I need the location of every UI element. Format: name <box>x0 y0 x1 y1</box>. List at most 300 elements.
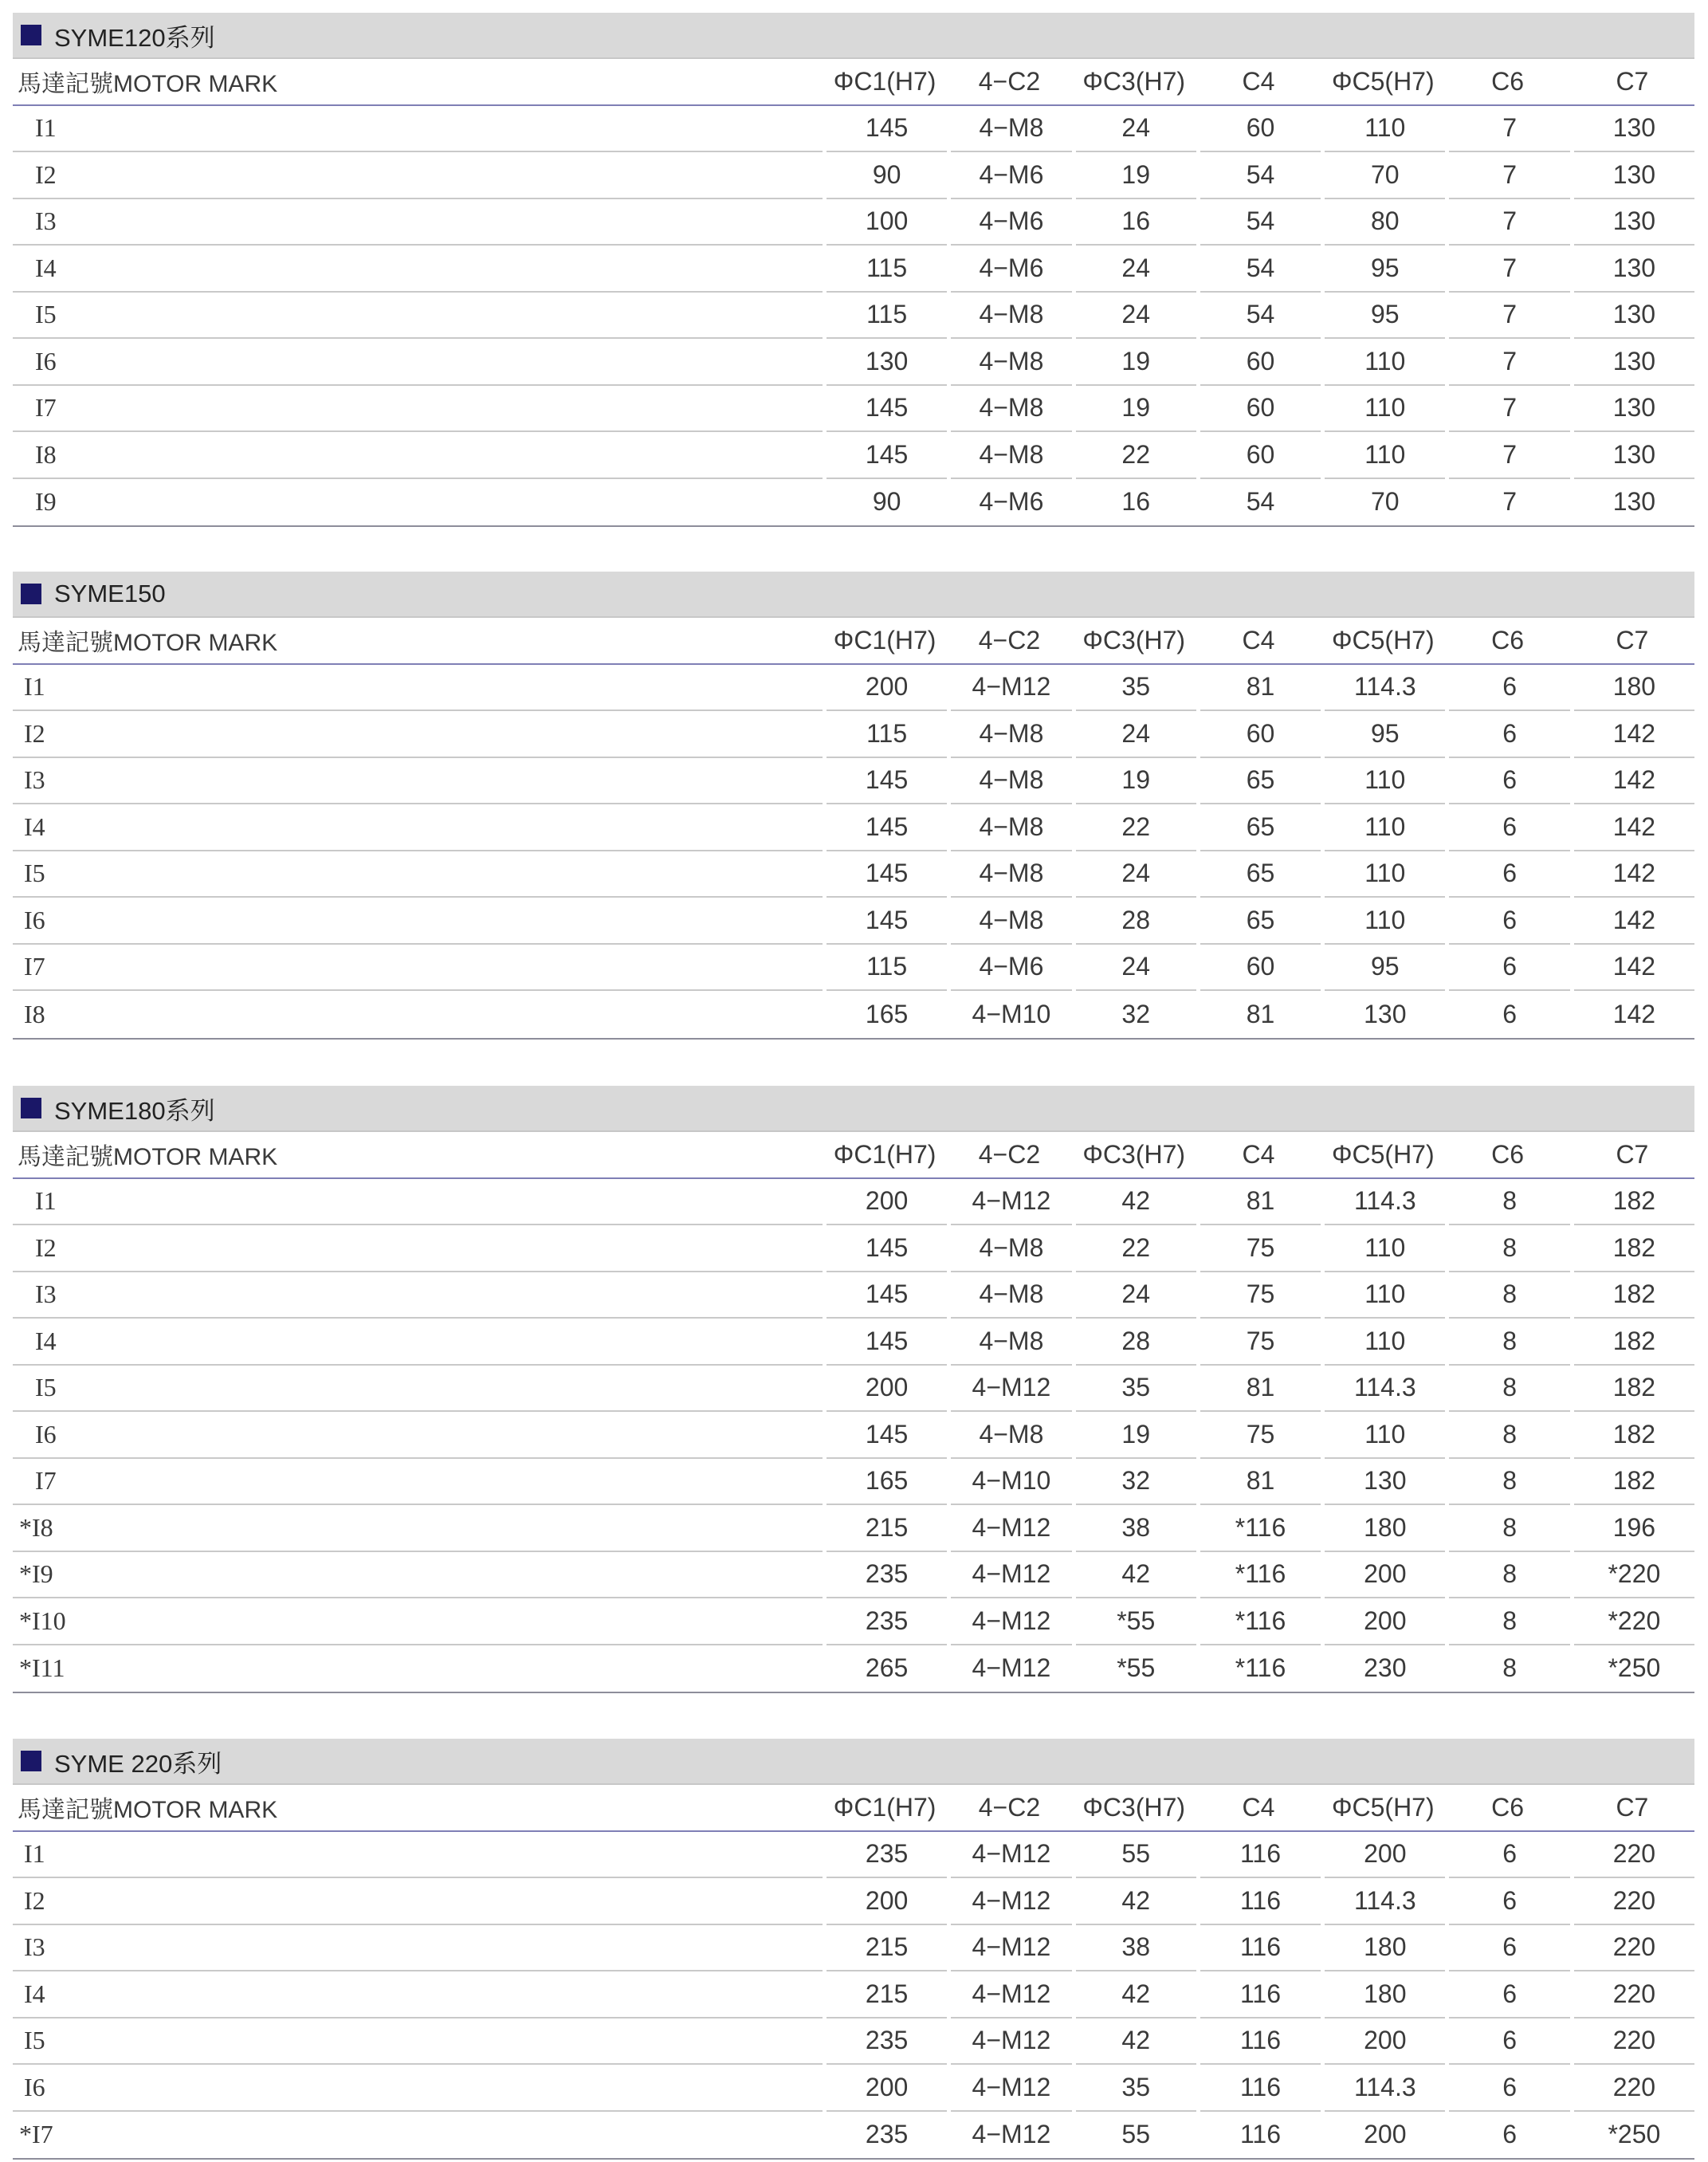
column-header: C4 <box>1242 1792 1275 1822</box>
motor-mark-cell: I5 <box>13 2019 823 2066</box>
table-row <box>13 1319 1694 1366</box>
section-title: SYME120系列 <box>54 23 215 52</box>
table-cell: *116 <box>1200 1552 1321 1599</box>
table-row <box>13 2019 1694 2066</box>
table-cell: *250 <box>1608 1653 1661 1683</box>
table-row <box>13 432 1694 479</box>
table-cell: 22 <box>1076 432 1196 479</box>
table-cell: 130 <box>1574 432 1694 479</box>
table-cell: 24 <box>1076 945 1196 992</box>
table-cell: 4−M8 <box>951 1319 1071 1366</box>
column-header: C4 <box>1242 1139 1275 1169</box>
table-cell: 4−M6 <box>979 487 1044 517</box>
table-cell: 38 <box>1076 1505 1196 1552</box>
table-cell: 4−M12 <box>951 1878 1071 1925</box>
table-cell: 215 <box>827 1925 947 1972</box>
table-cell: 60 <box>1200 432 1321 479</box>
bullet-square-icon <box>21 1098 41 1118</box>
table-cell: 7 <box>1449 386 1569 433</box>
table-cell: 6 <box>1449 1925 1569 1972</box>
table-cell: 4−M8 <box>951 106 1071 153</box>
column-header: ΦC3(H7) <box>1082 625 1186 654</box>
table-cell: 4−M8 <box>951 386 1071 433</box>
table-cell: *55 <box>1076 1598 1196 1645</box>
table-cell: 182 <box>1574 1459 1694 1506</box>
table-cell: 4−M6 <box>951 152 1071 199</box>
table-cell: 8 <box>1449 1225 1569 1272</box>
table-cell: 130 <box>1574 106 1694 153</box>
column-header: ΦC5(H7) <box>1331 66 1435 96</box>
motor-mark-cell: *I7 <box>19 2120 53 2149</box>
table-cell: 6 <box>1449 851 1569 898</box>
table-cell: 145 <box>827 1412 947 1459</box>
table-cell: 200 <box>827 1878 947 1925</box>
table-row <box>13 898 1694 945</box>
table-cell: 196 <box>1574 1505 1694 1552</box>
table-row <box>13 2112 1694 2159</box>
table-cell: 110 <box>1325 106 1445 153</box>
table-cell: 4−M8 <box>951 1272 1071 1319</box>
motor-mark-cell: I4 <box>13 246 823 293</box>
column-header: 4−C2 <box>978 625 1041 654</box>
column-header-row <box>13 59 1694 106</box>
motor-mark-cell: I7 <box>13 1459 823 1506</box>
table-cell: 6 <box>1449 945 1569 992</box>
table-cell: 235 <box>865 2120 909 2149</box>
table-row <box>13 339 1694 386</box>
table-cell: 4−M8 <box>951 339 1071 386</box>
spec-section <box>13 1086 1694 1693</box>
table-cell: 114.3 <box>1325 1366 1445 1413</box>
table-cell: 19 <box>1076 339 1196 386</box>
table-cell: 22 <box>1076 804 1196 851</box>
motor-mark-cell: I6 <box>13 1412 823 1459</box>
table-cell: 6 <box>1449 758 1569 805</box>
table-row <box>13 991 1694 1038</box>
table-row <box>13 665 1694 712</box>
table-cell: 114.3 <box>1325 1179 1445 1226</box>
table-cell: 200 <box>827 665 947 712</box>
column-header: 4−C2 <box>978 1139 1041 1169</box>
section-bottom-rule <box>13 1038 1694 1040</box>
table-cell: 235 <box>827 1552 947 1599</box>
table-cell: 130 <box>1574 339 1694 386</box>
table-cell: 60 <box>1200 106 1321 153</box>
section-bottom-rule <box>13 1692 1694 1693</box>
table-cell: *55 <box>1117 1653 1156 1683</box>
table-cell: 220 <box>1574 1878 1694 1925</box>
table-cell: 145 <box>827 898 947 945</box>
table-cell: 180 <box>1325 1925 1445 1972</box>
table-cell: 81 <box>1246 999 1275 1028</box>
bullet-square-icon <box>21 25 41 45</box>
table-cell: 4−M8 <box>951 804 1071 851</box>
table-cell: 182 <box>1574 1225 1694 1272</box>
table-cell: 4−M10 <box>972 999 1051 1028</box>
table-cell: 220 <box>1574 1971 1694 2019</box>
table-cell: 4−M6 <box>951 199 1071 246</box>
motor-mark-cell: *I8 <box>13 1505 823 1552</box>
table-cell: 65 <box>1200 804 1321 851</box>
table-cell: 75 <box>1200 1412 1321 1459</box>
table-row <box>13 851 1694 898</box>
table-cell: 35 <box>1076 1366 1196 1413</box>
column-header: ΦC1(H7) <box>833 1792 936 1822</box>
table-cell: 19 <box>1076 758 1196 805</box>
table-cell: 8 <box>1449 1179 1569 1226</box>
table-cell: 110 <box>1325 1319 1445 1366</box>
motor-mark-cell: *I11 <box>19 1653 65 1683</box>
column-header: ΦC1(H7) <box>833 625 936 654</box>
table-cell: 180 <box>1574 665 1694 712</box>
table-row <box>13 246 1694 293</box>
table-cell: 200 <box>1325 1598 1445 1645</box>
table-row <box>13 1878 1694 1925</box>
table-row <box>13 106 1694 153</box>
table-row <box>13 1645 1694 1692</box>
motor-mark-cell: I2 <box>13 1225 823 1272</box>
table-cell: 4−M8 <box>951 851 1071 898</box>
table-cell: 200 <box>827 1179 947 1226</box>
table-cell: 70 <box>1371 487 1400 517</box>
table-cell: 70 <box>1325 152 1445 199</box>
table-row <box>13 1412 1694 1459</box>
table-cell: *250 <box>1608 2120 1661 2149</box>
spec-section <box>13 13 1694 527</box>
table-row <box>13 199 1694 246</box>
table-row <box>13 1366 1694 1413</box>
table-cell: 7 <box>1449 339 1569 386</box>
column-header: ΦC1(H7) <box>833 66 936 96</box>
table-row <box>13 1832 1694 1879</box>
section-header <box>13 1086 1694 1132</box>
motor-mark-cell: I4 <box>13 1971 823 2019</box>
table-cell: 4−M12 <box>951 1505 1071 1552</box>
table-cell: 35 <box>1076 665 1196 712</box>
table-cell: 130 <box>1574 152 1694 199</box>
column-header: C7 <box>1616 66 1649 96</box>
motor-mark-cell: I1 <box>13 1179 823 1226</box>
table-cell: 54 <box>1200 199 1321 246</box>
table-cell: 235 <box>827 1832 947 1879</box>
motor-mark-cell: I6 <box>13 898 823 945</box>
table-cell: 8 <box>1449 1598 1569 1645</box>
table-cell: 180 <box>1325 1505 1445 1552</box>
column-header: C7 <box>1616 625 1649 654</box>
motor-mark-cell: *I9 <box>13 1552 823 1599</box>
table-cell: 182 <box>1574 1319 1694 1366</box>
table-cell: 6 <box>1449 1971 1569 2019</box>
table-cell: 142 <box>1574 711 1694 758</box>
table-cell: 19 <box>1076 1412 1196 1459</box>
motor-mark-cell: I8 <box>13 432 823 479</box>
table-cell: 200 <box>1325 1552 1445 1599</box>
table-cell: 28 <box>1076 1319 1196 1366</box>
column-header: ΦC3(H7) <box>1082 1139 1186 1169</box>
table-cell: *116 <box>1200 1505 1321 1552</box>
table-cell: 130 <box>1574 386 1694 433</box>
table-cell: 60 <box>1200 711 1321 758</box>
table-cell: 4−M8 <box>951 1412 1071 1459</box>
table-cell: 7 <box>1449 293 1569 340</box>
motor-mark-cell: I9 <box>35 487 57 517</box>
table-cell: 42 <box>1076 1878 1196 1925</box>
motor-mark-cell: I6 <box>13 2065 823 2112</box>
table-cell: 81 <box>1200 665 1321 712</box>
table-cell: 116 <box>1200 1832 1321 1879</box>
table-cell: 145 <box>827 106 947 153</box>
table-cell: 4−M12 <box>951 1366 1071 1413</box>
table-row <box>13 758 1694 805</box>
table-cell: 265 <box>865 1653 909 1683</box>
table-cell: 32 <box>1076 1459 1196 1506</box>
table-cell: 24 <box>1076 293 1196 340</box>
table-cell: 4−M12 <box>951 665 1071 712</box>
table-cell: 200 <box>827 2065 947 2112</box>
table-cell: 54 <box>1200 246 1321 293</box>
table-cell: 6 <box>1502 999 1517 1028</box>
table-row <box>13 1459 1694 1506</box>
table-cell: 110 <box>1325 339 1445 386</box>
table-cell: 81 <box>1200 1366 1321 1413</box>
motor-mark-cell: I3 <box>13 199 823 246</box>
table-cell: 116 <box>1200 2019 1321 2066</box>
table-cell: 4−M12 <box>951 1598 1071 1645</box>
table-cell: 8 <box>1449 1459 1569 1506</box>
table-cell: 54 <box>1246 487 1275 517</box>
table-cell: 230 <box>1364 1653 1407 1683</box>
table-cell: 4−M12 <box>951 2065 1071 2112</box>
table-cell: 110 <box>1325 804 1445 851</box>
table-cell: 4−M8 <box>951 1225 1071 1272</box>
table-cell: 7 <box>1449 432 1569 479</box>
table-cell: 8 <box>1449 1552 1569 1599</box>
table-cell: 220 <box>1574 1832 1694 1879</box>
table-cell: 116 <box>1240 2120 1282 2149</box>
table-cell: 4−M12 <box>951 1179 1071 1226</box>
motor-mark-cell: I1 <box>13 665 823 712</box>
table-cell: 220 <box>1574 2019 1694 2066</box>
column-header: ΦC5(H7) <box>1331 1792 1435 1822</box>
motor-mark-cell: I8 <box>24 999 45 1028</box>
motor-mark-cell: I2 <box>13 1878 823 1925</box>
table-cell: 6 <box>1449 898 1569 945</box>
table-cell: 8 <box>1449 1319 1569 1366</box>
section-header <box>13 572 1694 618</box>
motor-mark-cell: I3 <box>13 758 823 805</box>
table-cell: 145 <box>827 1319 947 1366</box>
table-cell: 35 <box>1076 2065 1196 2112</box>
column-header: 馬達記號MOTOR MARK <box>18 630 278 657</box>
table-cell: 4−M12 <box>972 1653 1051 1683</box>
table-cell: 235 <box>827 1598 947 1645</box>
table-cell: 145 <box>827 758 947 805</box>
table-cell: 114.3 <box>1325 2065 1445 2112</box>
table-cell: 110 <box>1325 1225 1445 1272</box>
bullet-square-icon <box>21 1751 41 1771</box>
section-bottom-rule <box>13 2158 1694 2160</box>
table-cell: 75 <box>1200 1272 1321 1319</box>
table-cell: 55 <box>1076 1832 1196 1879</box>
column-header: C6 <box>1491 66 1525 96</box>
column-header-row <box>13 1785 1694 1832</box>
motor-mark-cell: I5 <box>13 293 823 340</box>
table-row <box>13 1971 1694 2019</box>
table-cell: 4−M12 <box>951 1971 1071 2019</box>
table-cell: 116 <box>1200 2065 1321 2112</box>
table-cell: 182 <box>1574 1272 1694 1319</box>
table-cell: 75 <box>1200 1319 1321 1366</box>
table-cell: 81 <box>1200 1459 1321 1506</box>
table-cell: 28 <box>1076 898 1196 945</box>
table-row <box>13 1179 1694 1226</box>
table-row <box>13 1598 1694 1645</box>
table-cell: 142 <box>1574 945 1694 992</box>
section-header <box>13 1739 1694 1785</box>
table-row <box>13 386 1694 433</box>
table-row <box>13 152 1694 199</box>
table-cell: 6 <box>1449 804 1569 851</box>
table-cell: 220 <box>1574 1925 1694 1972</box>
table-cell: 90 <box>872 487 901 517</box>
table-cell: 95 <box>1325 293 1445 340</box>
table-cell: 110 <box>1325 386 1445 433</box>
table-cell: 7 <box>1449 246 1569 293</box>
table-cell: 145 <box>827 1272 947 1319</box>
section-title: SYME180系列 <box>54 1096 215 1125</box>
motor-mark-cell: I2 <box>13 711 823 758</box>
spec-section <box>13 1739 1694 2160</box>
motor-mark-cell: I7 <box>13 945 823 992</box>
table-cell: 42 <box>1076 1971 1196 2019</box>
table-cell: 110 <box>1325 1272 1445 1319</box>
table-cell: 142 <box>1574 804 1694 851</box>
column-header: C6 <box>1491 625 1525 654</box>
table-cell: 6 <box>1449 1832 1569 1879</box>
table-cell: 75 <box>1200 1225 1321 1272</box>
table-cell: 110 <box>1325 851 1445 898</box>
table-cell: 6 <box>1449 2065 1569 2112</box>
table-cell: 90 <box>827 152 947 199</box>
motor-mark-cell: I2 <box>13 152 823 199</box>
table-cell: 19 <box>1076 386 1196 433</box>
table-cell: 110 <box>1325 758 1445 805</box>
table-cell: 32 <box>1121 999 1150 1028</box>
table-cell: 6 <box>1502 2120 1517 2149</box>
table-cell: 200 <box>1325 1832 1445 1879</box>
column-header: 馬達記號MOTOR MARK <box>18 1797 278 1824</box>
table-cell: 4−M6 <box>951 246 1071 293</box>
table-cell: 145 <box>827 804 947 851</box>
table-row <box>13 2065 1694 2112</box>
table-cell: 22 <box>1076 1225 1196 1272</box>
table-cell: 4−M12 <box>951 1925 1071 1972</box>
motor-mark-cell: I1 <box>13 1832 823 1879</box>
table-cell: 38 <box>1076 1925 1196 1972</box>
table-cell: 42 <box>1076 1179 1196 1226</box>
table-cell: 24 <box>1076 1272 1196 1319</box>
table-cell: 182 <box>1574 1412 1694 1459</box>
table-cell: 60 <box>1200 386 1321 433</box>
table-cell: 115 <box>827 945 947 992</box>
bullet-square-icon <box>21 584 41 604</box>
table-cell: 24 <box>1076 851 1196 898</box>
table-cell: 24 <box>1076 711 1196 758</box>
table-cell: 4−M12 <box>951 2019 1071 2066</box>
column-header: 4−C2 <box>978 1792 1041 1822</box>
table-cell: 7 <box>1502 487 1517 517</box>
table-cell: 4−M6 <box>951 945 1071 992</box>
table-cell: 42 <box>1076 1552 1196 1599</box>
column-header: 馬達記號MOTOR MARK <box>18 71 278 98</box>
table-cell: 115 <box>827 293 947 340</box>
table-cell: *220 <box>1574 1552 1694 1599</box>
table-cell: 220 <box>1574 2065 1694 2112</box>
column-header-row <box>13 1132 1694 1179</box>
table-cell: 142 <box>1574 898 1694 945</box>
table-cell: 130 <box>827 339 947 386</box>
column-header: 馬達記號MOTOR MARK <box>18 1144 278 1171</box>
column-header-row <box>13 618 1694 665</box>
table-row <box>13 479 1694 526</box>
table-cell: 65 <box>1200 758 1321 805</box>
table-cell: 130 <box>1574 199 1694 246</box>
table-cell: 6 <box>1449 2019 1569 2066</box>
table-cell: 235 <box>827 2019 947 2066</box>
table-cell: 145 <box>827 432 947 479</box>
table-cell: 65 <box>1200 898 1321 945</box>
table-cell: *116 <box>1200 1598 1321 1645</box>
motor-mark-cell: I6 <box>13 339 823 386</box>
table-cell: 130 <box>1574 293 1694 340</box>
motor-mark-cell: I4 <box>13 804 823 851</box>
table-row <box>13 1552 1694 1599</box>
table-cell: 142 <box>1574 851 1694 898</box>
table-row <box>13 293 1694 340</box>
table-cell: 4−M8 <box>951 758 1071 805</box>
column-header: C6 <box>1491 1792 1525 1822</box>
motor-mark-cell: I1 <box>13 106 823 153</box>
table-cell: 4−M8 <box>951 711 1071 758</box>
table-cell: 95 <box>1325 246 1445 293</box>
table-cell: 4−M8 <box>951 432 1071 479</box>
column-header: C7 <box>1616 1139 1649 1169</box>
motor-mark-cell: I7 <box>13 386 823 433</box>
table-cell: 7 <box>1449 199 1569 246</box>
table-cell: 16 <box>1076 199 1196 246</box>
table-cell: 165 <box>827 1459 947 1506</box>
table-cell: *116 <box>1235 1653 1286 1683</box>
table-cell: 142 <box>1612 999 1656 1028</box>
section-header <box>13 13 1694 59</box>
table-cell: 115 <box>827 246 947 293</box>
table-cell: 114.3 <box>1325 665 1445 712</box>
column-header: C7 <box>1616 1792 1649 1822</box>
table-cell: 6 <box>1449 711 1569 758</box>
section-title: SYME 220系列 <box>54 1749 222 1778</box>
table-row <box>13 945 1694 992</box>
table-cell: 100 <box>827 199 947 246</box>
table-cell: 60 <box>1200 945 1321 992</box>
table-cell: 200 <box>827 1366 947 1413</box>
table-cell: 114.3 <box>1325 1878 1445 1925</box>
table-cell: 8 <box>1449 1272 1569 1319</box>
table-cell: 60 <box>1200 339 1321 386</box>
table-cell: 200 <box>1325 2019 1445 2066</box>
table-cell: 4−M8 <box>951 898 1071 945</box>
table-cell: 110 <box>1325 432 1445 479</box>
table-cell: 142 <box>1574 758 1694 805</box>
